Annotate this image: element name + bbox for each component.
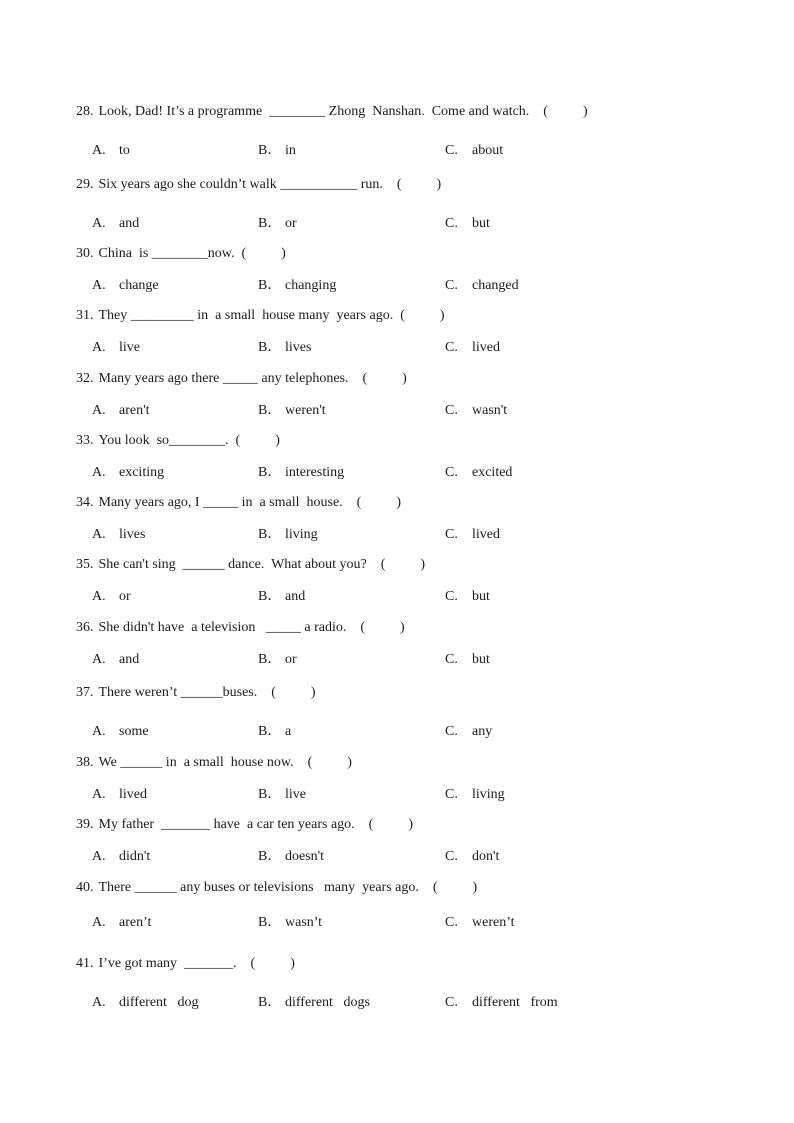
question-text: Six years ago she couldn’t walk ___________ run. ( ) xyxy=(98,177,442,192)
option-text: to xyxy=(119,143,130,158)
option-text: any xyxy=(472,724,493,739)
option-letter: B． xyxy=(258,340,282,355)
option-letter: B． xyxy=(258,995,282,1010)
option-c xyxy=(445,464,512,482)
question-text: Look, Dad! It’s a programme ________ Zhong Nanshan. Come and watch. ( ) xyxy=(98,104,588,119)
question-35 xyxy=(76,556,425,574)
option-a xyxy=(92,848,150,866)
option-letter: C. xyxy=(445,995,458,1010)
option-text: exciting xyxy=(119,465,165,480)
option-c xyxy=(445,588,490,606)
option-b xyxy=(258,651,297,669)
question-number: 36. xyxy=(76,620,94,635)
option-letter: C. xyxy=(445,340,458,355)
option-c xyxy=(445,651,490,669)
option-text: aren’t xyxy=(119,915,152,930)
option-text: lives xyxy=(285,340,312,355)
option-a xyxy=(92,215,139,233)
option-b xyxy=(258,588,305,606)
question-41 xyxy=(76,955,295,973)
option-text: or xyxy=(285,216,297,231)
option-b xyxy=(258,723,291,741)
question-text: You look so________. ( ) xyxy=(98,433,280,448)
option-letter: C. xyxy=(445,787,458,802)
question-34 xyxy=(76,494,401,512)
option-letter: A. xyxy=(92,340,106,355)
option-a xyxy=(92,994,198,1012)
question-text: She can't sing ______ dance. What about you? ( ) xyxy=(98,557,426,572)
option-letter: C. xyxy=(445,724,458,739)
question-number: 40. xyxy=(76,880,94,895)
question-31 xyxy=(76,307,445,325)
option-text: excited xyxy=(472,465,513,480)
option-text: living xyxy=(285,527,318,542)
question-text: My father _______ have a car ten years ago. ( ) xyxy=(98,817,414,832)
option-letter: B． xyxy=(258,527,282,542)
option-b xyxy=(258,402,326,420)
option-text: didn't xyxy=(119,849,151,864)
question-32 xyxy=(76,370,407,388)
option-text: and xyxy=(119,216,140,231)
option-letter: B． xyxy=(258,724,282,739)
option-a xyxy=(92,277,159,295)
option-letter: B． xyxy=(258,589,282,604)
option-text: in xyxy=(285,143,296,158)
option-text: but xyxy=(472,652,490,667)
option-letter: B． xyxy=(258,787,282,802)
option-text: different dog xyxy=(119,995,199,1010)
question-number: 28. xyxy=(76,104,94,119)
option-text: lived xyxy=(119,787,147,802)
option-a xyxy=(92,651,139,669)
question-39 xyxy=(76,816,413,834)
option-text: and xyxy=(119,652,140,667)
option-a xyxy=(92,339,140,357)
question-36 xyxy=(76,619,405,637)
option-letter: C. xyxy=(445,527,458,542)
question-number: 41. xyxy=(76,956,94,971)
option-letter: C. xyxy=(445,465,458,480)
option-b xyxy=(258,786,306,804)
option-a xyxy=(92,464,164,482)
option-letter: A. xyxy=(92,143,106,158)
option-text: wasn't xyxy=(472,403,508,418)
option-a xyxy=(92,142,130,160)
question-number: 38. xyxy=(76,755,94,770)
option-letter: A. xyxy=(92,787,106,802)
option-a xyxy=(92,786,147,804)
option-c xyxy=(445,215,490,233)
option-text: interesting xyxy=(285,465,345,480)
option-b xyxy=(258,339,311,357)
option-letter: C. xyxy=(445,652,458,667)
question-number: 31. xyxy=(76,308,94,323)
option-c xyxy=(445,786,505,804)
option-text: or xyxy=(119,589,131,604)
option-text: wasn’t xyxy=(285,915,323,930)
option-text: but xyxy=(472,589,490,604)
question-text: I’ve got many _______. ( ) xyxy=(98,956,295,971)
option-text: and xyxy=(285,589,306,604)
option-text: changing xyxy=(285,278,337,293)
option-b xyxy=(258,994,370,1012)
question-number: 35. xyxy=(76,557,94,572)
option-a xyxy=(92,526,145,544)
option-letter: A. xyxy=(92,527,106,542)
option-text: a xyxy=(285,724,292,739)
option-c xyxy=(445,994,558,1012)
option-letter: A. xyxy=(92,278,106,293)
option-b xyxy=(258,464,344,482)
option-a xyxy=(92,914,151,932)
option-letter: B． xyxy=(258,403,282,418)
option-a xyxy=(92,723,149,741)
option-text: change xyxy=(119,278,159,293)
option-letter: B． xyxy=(258,465,282,480)
option-letter: A. xyxy=(92,403,106,418)
question-38 xyxy=(76,754,352,772)
option-b xyxy=(258,914,322,932)
option-b xyxy=(258,848,324,866)
option-text: live xyxy=(285,787,306,802)
question-text: We ______ in a small house now. ( ) xyxy=(98,755,352,770)
question-33 xyxy=(76,432,280,450)
option-letter: C. xyxy=(445,403,458,418)
option-c xyxy=(445,142,503,160)
option-letter: A. xyxy=(92,652,106,667)
question-30 xyxy=(76,245,286,263)
question-number: 32. xyxy=(76,371,94,386)
option-text: doesn't xyxy=(285,849,325,864)
question-number: 34. xyxy=(76,495,94,510)
option-text: weren't xyxy=(285,403,326,418)
option-letter: A. xyxy=(92,915,106,930)
option-text: changed xyxy=(472,278,519,293)
option-letter: B． xyxy=(258,216,282,231)
option-letter: C. xyxy=(445,915,458,930)
option-text: aren't xyxy=(119,403,150,418)
option-letter: B． xyxy=(258,143,282,158)
option-a xyxy=(92,402,150,420)
option-letter: C. xyxy=(445,589,458,604)
question-number: 30. xyxy=(76,246,94,261)
option-letter: C. xyxy=(445,143,458,158)
question-text: They _________ in a small house many years ago. ( ) xyxy=(98,308,445,323)
option-text: different dogs xyxy=(285,995,370,1010)
option-text: or xyxy=(285,652,297,667)
option-c xyxy=(445,402,507,420)
option-c xyxy=(445,914,515,932)
option-letter: A. xyxy=(92,995,106,1010)
option-b xyxy=(258,215,297,233)
question-text: There weren’t ______buses. ( ) xyxy=(98,685,316,700)
option-letter: C. xyxy=(445,849,458,864)
option-c xyxy=(445,723,492,741)
option-letter: A. xyxy=(92,849,106,864)
option-text: lived xyxy=(472,340,500,355)
question-number: 39. xyxy=(76,817,94,832)
option-b xyxy=(258,277,336,295)
option-letter: B． xyxy=(258,915,282,930)
option-b xyxy=(258,526,318,544)
option-text: lived xyxy=(472,527,500,542)
question-text: She didn't have a television _____ a radio. ( ) xyxy=(98,620,405,635)
question-37 xyxy=(76,684,316,702)
option-letter: B． xyxy=(258,278,282,293)
option-c xyxy=(445,277,519,295)
option-text: live xyxy=(119,340,140,355)
option-letter: C. xyxy=(445,278,458,293)
option-c xyxy=(445,848,499,866)
option-text: lives xyxy=(119,527,146,542)
option-letter: A. xyxy=(92,724,106,739)
option-letter: A. xyxy=(92,216,106,231)
option-b xyxy=(258,142,296,160)
option-text: weren’t xyxy=(472,915,515,930)
question-40 xyxy=(76,879,477,897)
question-text: Many years ago there _____ any telephones. ( ) xyxy=(98,371,407,386)
option-letter: B． xyxy=(258,849,282,864)
question-29 xyxy=(76,176,441,194)
option-letter: A. xyxy=(92,589,106,604)
option-letter: B． xyxy=(258,652,282,667)
option-c xyxy=(445,526,500,544)
question-text: Many years ago, I _____ in a small house. ( ) xyxy=(98,495,401,510)
question-text: China is ________now. ( ) xyxy=(98,246,286,261)
option-letter: A. xyxy=(92,465,106,480)
option-text: about xyxy=(472,143,504,158)
question-number: 37. xyxy=(76,685,94,700)
question-text: There ______ any buses or televisions many years ago. ( ) xyxy=(98,880,478,895)
option-text: living xyxy=(472,787,505,802)
option-text: don't xyxy=(472,849,500,864)
option-text: different from xyxy=(472,995,558,1010)
question-number: 29. xyxy=(76,177,94,192)
question-number: 33. xyxy=(76,433,94,448)
question-28 xyxy=(76,103,588,121)
option-c xyxy=(445,339,500,357)
option-text: some xyxy=(119,724,149,739)
option-a xyxy=(92,588,131,606)
option-letter: C. xyxy=(445,216,458,231)
option-text: but xyxy=(472,216,490,231)
